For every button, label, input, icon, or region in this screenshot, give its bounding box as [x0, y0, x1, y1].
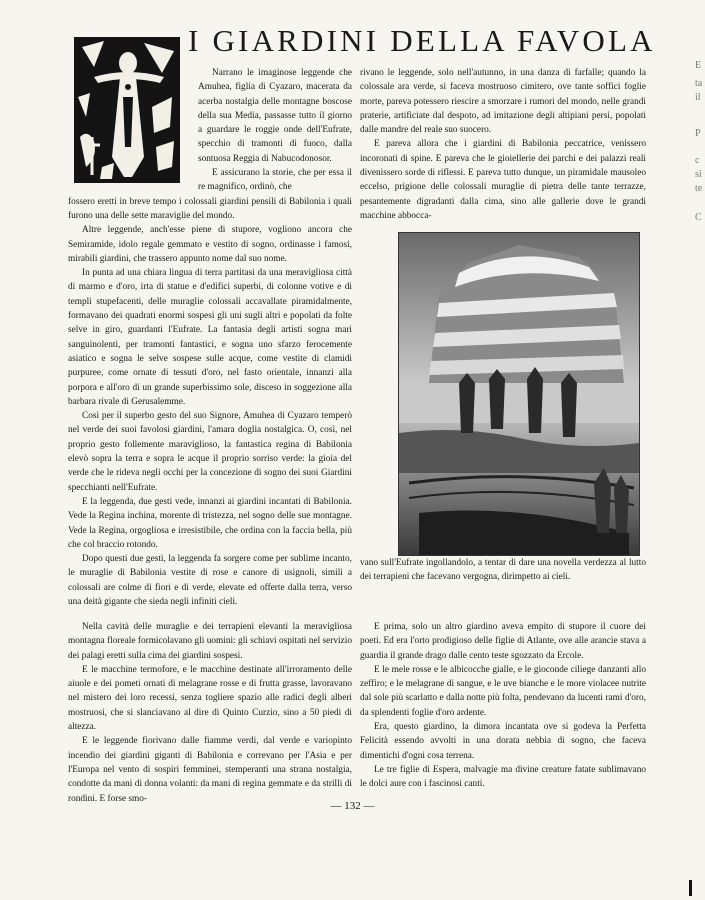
margin-letter: E	[695, 60, 702, 71]
paragraph-intro: Narrano le imaginose leggende che Amuhea, figlia di Cyazaro, macerata da acerba nostalgia delle montagne boscose della sua Media, passasse tutto il giorno a guardare le roggie onde dell'Eufrate, specchio di tramonti di fuoco, dalla sontuosa Reggia di Nabucodonosor.	[198, 68, 352, 164]
hanging-gardens-engraving	[398, 232, 640, 556]
column-1	[68, 66, 352, 609]
paragraph: E le leggende fiorivano dalle fiamme verdi, dal verde e variopinto incendio dei giardini giganti di Babilonia e correvano per l'Asia e per l'Europa nel vento di sospiri femminei, stemperanti una strana nostalgia, condotte da mani di donna volanti: da mani di regina gemmate e da strilli di rondini. E forse smo-	[68, 736, 352, 804]
margin-letter: il	[695, 92, 701, 103]
paragraph: Era, questo giardino, la dimora incantata ove si godeva la Perfetta Felicità essendo avvolti in una dorata nebbia di sogno, che faceva dimentichi d'ogni cosa terrena.	[360, 722, 646, 761]
paragraph: In punta ad una chiara lingua di terra partitasi da una meravigliosa città di marmo e d'oro, irta di statue e d'edifici superbi, di colonne votive e di templi stupefacenti, delle muraglie colossali accavallate piramidalmente, formavano dei quadrati enormi sospesi gli uni sugli altri e popolati da folte selve in giro, guardanti l'Eufrate. La fantasia degli artisti sogna mari sanguinolenti, per tramonti fantastici, e sogna uno sfarzo ferocemente asiatico e sogna le selve sospese sulle acque, come vestite di clamidi purpuree, come ornate di tessuti d'oro, nel fasto orientale, innanzi alla porpora e all'oro di un grande superbissimo sole, disceso in soggezione alla barbara rivale di Gerusalemme.	[68, 268, 352, 407]
page-number: — 132 —	[330, 800, 375, 812]
paragraph: Nella cavità delle muraglie e dei terrapieni elevanti la meravigliosa montagna floreale formicolavano gli uomini: gli schiavi ospitati nel servizio dei palagi eretti sulla cima dei giardini sospesi.	[68, 622, 352, 661]
paragraph: rivano le leggende, solo nell'autunno, in una danza di farfalle; quando la colossale ara verde, si faceva mostruoso cimitero, ove tante soffici foglie morte, pareva potessero riescire a smorzare i rumori del mondo, nelle grandi praterie, artificiate dal despoto, ad imitazione degli altipiani persi, popolati dalle mandre del reale suo suocero.	[360, 68, 646, 136]
column-4	[360, 620, 646, 792]
paragraph: E prima, solo un altro giardino aveva empito di stupore il cuore dei poeti. Ed era l'orto prodigioso delle figlie di Atlante, ove alle arancie stava a guardia il grande drago dalle cento teste sgozzato da Ercole.	[360, 622, 646, 661]
page-title: I GIARDINI DELLA FAVOLA	[188, 23, 656, 58]
paragraph-intro-2: E assicurano la storie, che per essa il re magnifico, ordinò, che	[198, 168, 352, 193]
paragraph: Dopo questi due gesti, la leggenda fa sorgere come per sublime incanto, le muraglie di Babilonia vestite di rose e canore di usignoli, simili a colossali are colme di fiori e di verde, elevate ed offerte dalla terra, verso una deità gigante che sieda negli infiniti cieli.	[68, 554, 352, 607]
column-2-after-image	[360, 556, 646, 585]
paragraph: E pareva allora che i giardini di Babilonia peccatrice, venissero incoronati di spine. E pareva che le gioiellerie dei parchi e dei palazzi reali divenissero sorde di riflessi. E pareva tutto dunque, un piramidale mausoleo eccelso, prigione delle colossali muraglie di pietra delle tante terrazze, pesantemente digradanti dalla cima, sino alle gallerie dove le grandi macchine abbocca-	[360, 139, 646, 221]
paragraph: vano sull'Eufrate ingollandolo, a tentar di dare una novella verdezza al lutto dei terrapieni che facevano vergogna, dirimpetto ai cieli.	[360, 558, 646, 583]
engraving-drawing	[399, 233, 639, 555]
margin-letter: P	[695, 128, 701, 139]
paragraph: Le tre figlie di Espera, malvagie ma divine creature fatate sublimavano le dolci aure con i fascinosi canti.	[360, 764, 646, 790]
paragraph: Altre leggende, anch'esse piene di stupore, vogliono ancora che Semiramide, idolo regale gemmato e vestito di sogno, ordinasse i famosi, mirabili giardini, che trassero appunto nome dal suo nome.	[68, 225, 352, 264]
margin-letter: ta	[695, 78, 703, 89]
paragraph: Così per il superbo gesto del suo Signore, Amuhea di Cyazaro temperò nel verde dei suoi favolosi giardini, l'amara doglia nostalgica. O, così, nel proprio gesto follemente maraviglioso, la fantastica regina di Babilonia elevò sopra la terra e sopra le acque il proprio sorriso verde: la gioia del verde che le rideva negli occhi per la concezione di sogno dei suoi Giardini specchianti nell'Eufrate.	[68, 411, 352, 493]
column-3	[68, 620, 352, 806]
margin-letter: C	[695, 212, 702, 223]
paragraph: E le mele rosse e le albicocche gialle, e le gioconde ciliege danzanti allo zeffiro; e le melagrane di sangue, e le uve bianche e le more violacee nutrite dal sole più scarlatto e dalla notte più folta, pendevano da lucenti rami d'oro, da splendenti foglie d'oro ardente.	[360, 664, 646, 718]
margin-letter: te	[695, 183, 703, 194]
paragraph: E le macchine termofore, e le macchine destinate all'irroramento delle aiuole e dei pometi ornati di melagrane rosse e di frutta grasse, lavoravano nel mistero dei loro recessi, senza togliere spazio alle radici degli alberi mostruosi, che si slanciavano al dire di Quinto Curzio, sino a 50 piedi di altezza.	[68, 664, 352, 733]
column-2	[360, 66, 646, 223]
paragraph: E la leggenda, due gesti vede, innanzi ai giardini incantati di Babilonia. Vede la Regina inchina, morente di tristezza, nel sogno delle sue montagne. Vede la Regina, orgogliosa e irresistibile, che ordina con la faccia bella, più che col braccio rotondo.	[68, 496, 352, 550]
margin-letter: c	[695, 155, 700, 166]
edge-mark	[689, 880, 692, 896]
margin-letter: si	[695, 169, 702, 180]
paragraph-intro-2-cont: fossero eretti in breve tempo i colossali giardini pensili di Babilonia i quali furono una delle sette maraviglie del mondo.	[68, 196, 352, 221]
